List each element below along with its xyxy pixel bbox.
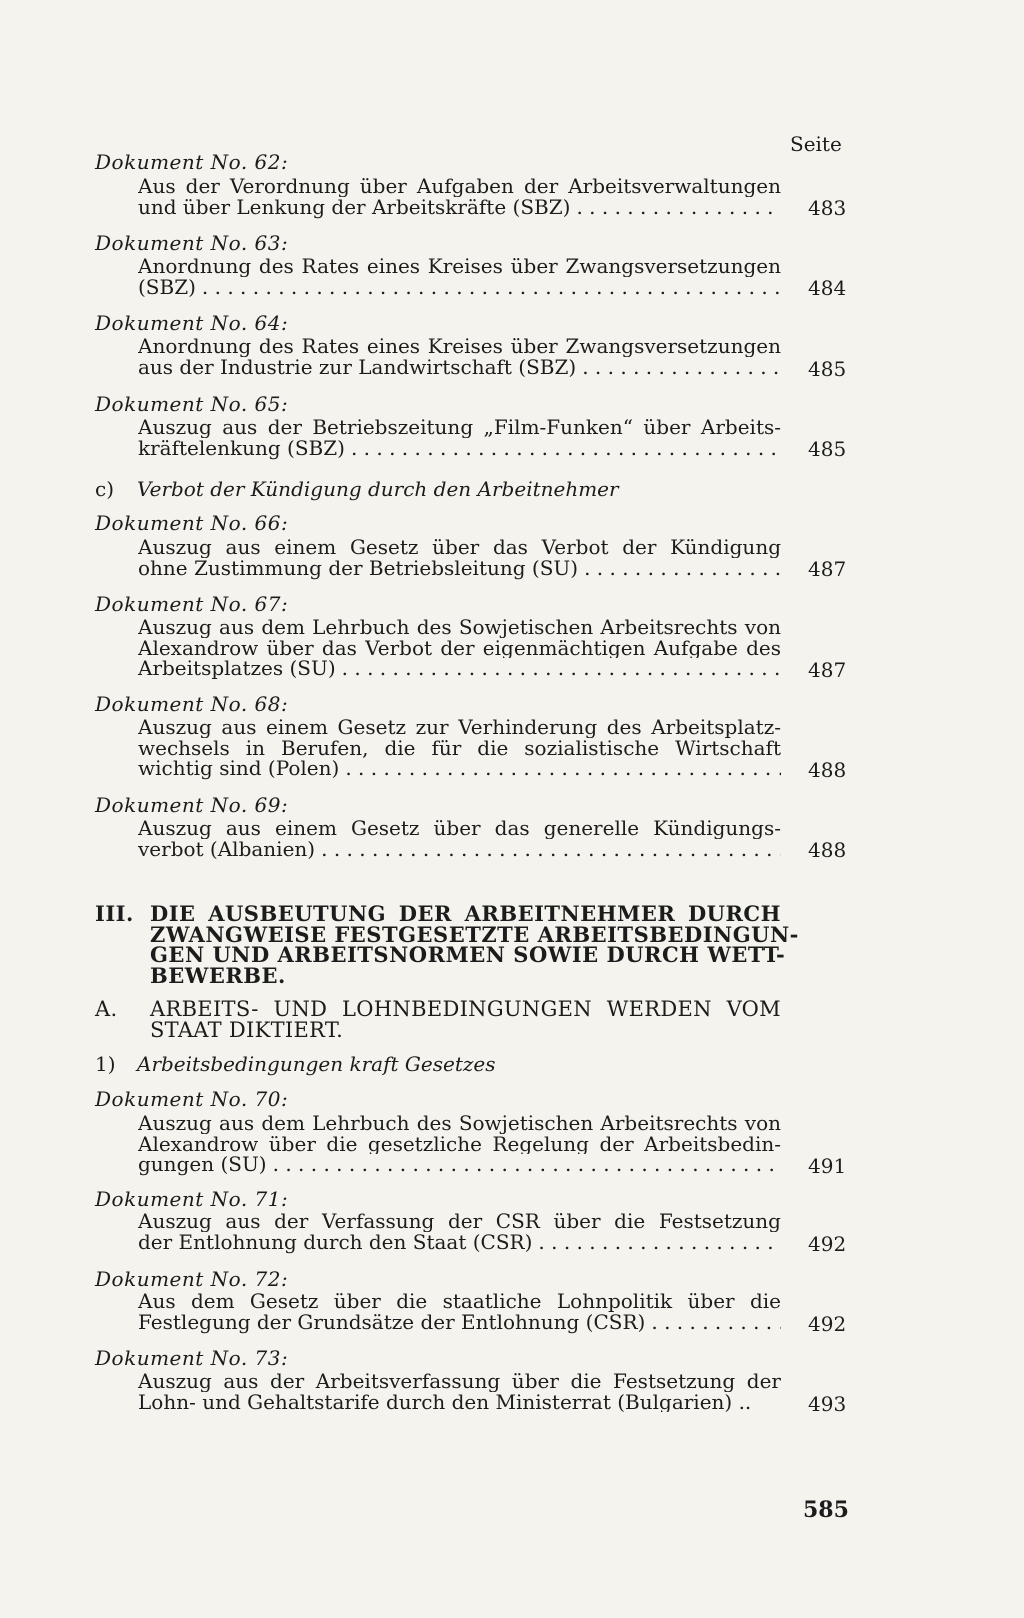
document-label: Dokument No. 64:	[95, 311, 289, 335]
subsection-title: Arbeitsbedingungen kraft Gesetzes	[137, 1052, 496, 1076]
entry-last-line: wichtig sind (Polen)	[138, 756, 340, 781]
document-label: Dokument No. 63:	[95, 231, 289, 255]
entry-line: Auszug aus der Arbeitsverfassung über die Festsetzung der	[138, 1371, 781, 1392]
page-reference: 487	[808, 557, 847, 581]
page-column-label: Seite	[790, 132, 842, 156]
entry-line: wechsels in Berufen, die für die sozialistische Wirtschaft	[138, 737, 781, 759]
entry-line: Alexandrow über das Verbot der eigenmächtigen Aufgabe des	[138, 637, 781, 659]
entry-text	[138, 336, 781, 377]
page-reference: 485	[808, 437, 847, 461]
subsection-heading	[95, 1052, 496, 1076]
page-reference: 493	[808, 1392, 847, 1416]
page-number: 585	[803, 1497, 849, 1523]
document-label: Dokument No. 69:	[95, 793, 289, 817]
entry-last-line: Arbeitsplatzes (SU)	[138, 656, 336, 681]
entry-text	[138, 818, 781, 859]
entry-text	[138, 1113, 781, 1175]
entry-last-line: Lohn- und Gehaltstarife durch den Ministerrat (Bulgarien) ..	[138, 1391, 752, 1413]
document-label: Dokument No. 67:	[95, 592, 289, 616]
subsection-label: 1)	[95, 1052, 116, 1076]
section-number: III.	[95, 901, 134, 926]
document-label: Dokument No. 73:	[95, 1346, 289, 1370]
entry-last-line: der Entlohnung durch den Staat (CSR)	[138, 1229, 533, 1254]
page-reference: 483	[808, 196, 847, 220]
section-title-line: GEN UND ARBEITSNORMEN SOWIE DURCH WETT-	[150, 942, 786, 968]
entry-line: Alexandrow über die gesetzliche Regelung der Arbeitsbedin-	[138, 1133, 781, 1155]
entry-line: Auszug aus der Verfassung der CSR über die Festsetzung	[138, 1211, 781, 1232]
entry-text	[138, 717, 781, 779]
subsection-heading	[95, 477, 619, 501]
section-title-line: BEWERBE.	[150, 962, 286, 988]
entry-line: Auszug aus dem Lehrbuch des Sowjetischen Arbeitsrechts von	[138, 617, 781, 638]
entry-line: Anordnung des Rates eines Kreises über Zwangsversetzungen	[138, 336, 781, 357]
section-number: A.	[95, 997, 118, 1021]
page-reference: 485	[808, 357, 847, 381]
entry-line: Auszug aus dem Lehrbuch des Sowjetischen Arbeitsrechts von	[138, 1113, 781, 1134]
entry-last-line: kräftelenkung (SBZ)	[138, 435, 345, 460]
page-reference: 487	[808, 658, 847, 682]
subsection-label: c)	[95, 477, 115, 501]
section-title-line: STAAT DIKTIERT.	[150, 1018, 344, 1042]
entry-text	[138, 537, 781, 578]
entry-text	[138, 256, 781, 297]
subsection-title: Verbot der Kündigung durch den Arbeitnehmer	[137, 477, 619, 501]
entry-line: Auszug aus einem Gesetz zur Verhinderung des Arbeitsplatz-	[138, 717, 781, 738]
entry-line: Auszug aus einem Gesetz über das Verbot der Kündigung	[138, 537, 781, 558]
entry-last-line: und über Lenkung der Arbeitskräfte (SBZ)	[138, 194, 571, 219]
entry-line: Auszug aus der Betriebszeitung „Film-Funken“ über Arbeits-	[138, 417, 781, 438]
entry-line: Aus der Verordnung über Aufgaben der Arbeitsverwaltungen	[138, 176, 781, 197]
entry-last-line: (SBZ)	[138, 274, 196, 299]
page-reference: 492	[808, 1232, 847, 1256]
entry-last-line: Festlegung der Grundsätze der Entlohnung (CSR)	[138, 1309, 646, 1334]
page-reference: 488	[808, 758, 847, 782]
entry-last-line: gungen (SU)	[138, 1152, 267, 1177]
document-label: Dokument No. 66:	[95, 511, 289, 535]
document-label: Dokument No. 65:	[95, 392, 289, 416]
page-reference: 491	[808, 1154, 847, 1178]
entry-line: Anordnung des Rates eines Kreises über Zwangsversetzungen	[138, 256, 781, 277]
page-reference: 492	[808, 1312, 847, 1336]
entry-line: Aus dem Gesetz über die staatliche Lohnpolitik über die	[138, 1291, 781, 1312]
entry-text	[138, 1211, 781, 1252]
document-label: Dokument No. 62:	[95, 150, 289, 174]
section-title-line: DIE AUSBEUTUNG DER ARBEITNEHMER DURCH	[150, 901, 781, 926]
document-label: Dokument No. 72:	[95, 1267, 289, 1291]
entry-text	[138, 617, 781, 679]
entry-line: Auszug aus einem Gesetz über das generelle Kündigungs-	[138, 818, 781, 839]
entry-last-line: verbot (Albanien)	[138, 836, 316, 861]
document-label: Dokument No. 71:	[95, 1187, 289, 1211]
document-label: Dokument No. 68:	[95, 692, 289, 716]
page-reference: 484	[808, 276, 847, 300]
document-label: Dokument No. 70:	[95, 1087, 289, 1111]
section-title-line: ZWANGWEISE FESTGESETZTE ARBEITSBEDINGUN-	[150, 921, 799, 947]
entry-text	[138, 1291, 781, 1332]
entry-last-line: ohne Zustimmung der Betriebsleitung (SU)	[138, 555, 579, 580]
section-title-line: ARBEITS- UND LOHNBEDINGUNGEN WERDEN VOM	[150, 997, 781, 1021]
entry-text	[138, 176, 781, 217]
entry-text	[138, 1371, 781, 1412]
entry-last-line: aus der Industrie zur Landwirtschaft (SBZ)	[138, 354, 577, 379]
page-reference: 488	[808, 838, 847, 862]
entry-text	[138, 417, 781, 458]
